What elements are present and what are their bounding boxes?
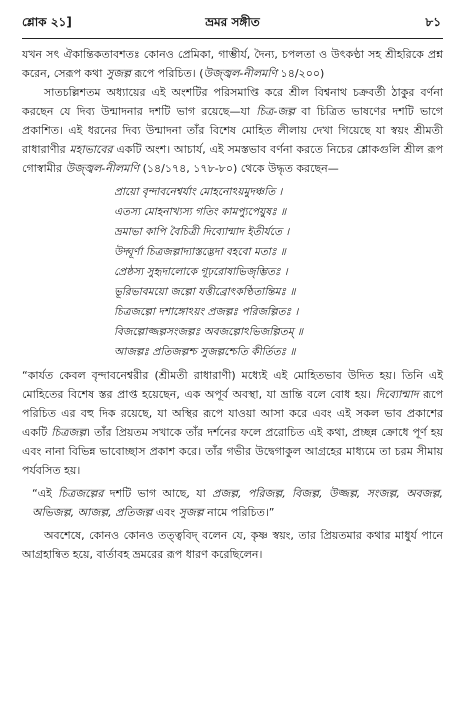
p5-text-1: অবশেষে, কোনও কোনও তত্ত্ববিদ্ বলেন যে, কৃষ্ণ স্বয়ং, তার প্রিয়তমার কথার মাধুর্য পানে আগ্রহান্বিত হয়ে, বার্তাবহ ভ্রমরের রূপ ধারণ করেছিলেন। bbox=[22, 529, 443, 561]
p1-italic-2: উজ্জ্বল-নীলমণি bbox=[203, 67, 278, 80]
page-header bbox=[22, 10, 443, 32]
p3-text-3: । তাঁর প্রিয়তম সখাকে তাঁর দর্শনের ফলে প্ররোচিত এই কথা, প্রচ্ছন্ন ক্রোধে পূর্ণ হয় এবং নানা বিভিন্ন ভাবোচ্ছাস প্রকাশ করে। তাঁর গভীর উদ্বেগাকুল আগ্রহের মাধ্যমে তা চরম সীমায় পর্যবসিত হয়। bbox=[22, 426, 444, 477]
sanskrit-verses bbox=[22, 182, 443, 362]
paragraph-3-translation bbox=[22, 366, 443, 480]
p4-text-3: এবং bbox=[152, 506, 179, 519]
p1-italic-1: সুজল্প bbox=[105, 67, 131, 80]
paragraph-1 bbox=[22, 45, 443, 83]
paragraph-5 bbox=[22, 526, 443, 564]
p3-italic-2: চিত্রজল্প bbox=[51, 426, 87, 439]
p4-text-2: দশটি ভাগ আছে, যা bbox=[103, 487, 213, 500]
p2-text-3: একটি অংশ। আচার্য, এই সমস্তভাব বর্ণনা করতে নিচের শ্লোকগুলি শ্রীল রূপ গোস্বামীর bbox=[22, 143, 443, 175]
verse-line: ভূরিভাবময়ো জল্পো যত্তীব্রোৎকণ্ঠিতান্তিমঃ ॥ bbox=[114, 286, 296, 298]
p1-text-1: যখন সৎ ঐকান্তিকতাবশতঃ কোনও প্রেমিকা, গাম্ভীর্য, দৈন্য, চপলতা ও উৎকণ্ঠা সহ শ্রীহরিকে প্রশ্ন করেন, সেরূপ কথা bbox=[22, 48, 443, 80]
header-rule bbox=[22, 38, 443, 39]
p2-italic-1: চিত্র-জল্প bbox=[256, 105, 296, 118]
verse-line: ভ্রমাভা কাপি বৈচিত্রী দিব্যোন্মাদ ইতীর্যতে । bbox=[114, 226, 290, 238]
p2-italic-3: উজ্জ্বল-নীলমণি bbox=[65, 162, 140, 175]
p1-text-2: রূপে পরিচিত। ( bbox=[130, 67, 204, 80]
verse-line: উদ্ঘূর্ণা চিত্রজল্পাদ্যাস্তদ্ভেদা বহবো মতাঃ ॥ bbox=[114, 246, 286, 258]
p2-text-4: (১৪/১৭৪, ১৭৮-৮০) থেকে উদ্ধৃত করছেন— bbox=[139, 162, 339, 175]
p3-text-1: “কার্যত কেবল বৃন্দাবনেশ্বরীর (শ্রীমতী রাধারাণী) মধ্যেই এই মোহিতভাব উদিত হয়। তিনি এই মোহিতের বিশেষ স্তর প্রাপ্ত হয়েছেন, এক অপূর্ব অবস্থা, যা ভ্রান্তি বলে বোধ হয়। bbox=[22, 369, 443, 401]
paragraph-4-quote bbox=[32, 484, 443, 522]
chapter-title: ভ্রমর সঙ্গীত bbox=[205, 15, 260, 29]
p4-italic-1: চিত্রজল্পের bbox=[58, 487, 104, 500]
paragraph-2 bbox=[22, 83, 443, 178]
verse-reference: শ্লোক ২১] bbox=[22, 15, 72, 29]
p4-italic-3: সুজল্প bbox=[178, 506, 204, 519]
p4-text-4: নামে পরিচিত।” bbox=[203, 506, 275, 519]
verse-line: প্রায়ো বৃন্দাবনেশ্বর্যাং মোহনোঽয়মুদঞ্চতি । bbox=[114, 186, 283, 198]
page-number: ৮১ bbox=[425, 15, 441, 29]
p2-italic-2: মহাভাবের bbox=[69, 143, 113, 156]
verse-line: বিজল্পোজ্জল্পসংজল্পঃ অবজল্পোঽভিজল্পিতম্ ॥ bbox=[114, 326, 303, 338]
p4-italic-2: প্রজল্প, পরিজল্প, বিজল্প, উজ্জল্প, সংজল্প, অবজল্প, অভিজল্প, আজল্প, প্রতিজল্প bbox=[32, 487, 443, 519]
verse-line: প্রেষ্ঠস্য সুহৃদালোকে গূঢ়রোষাভিজৃম্ভিতঃ । bbox=[114, 266, 288, 278]
p3-text-2: রূপে পরিচিত এর বহু দিক রয়েছে, যা অস্থির রূপে যাওয়া আসা করে এবং এই সকল ভাব প্রকাশের একটি bbox=[22, 388, 443, 439]
p1-text-3: ১৪/২০০) bbox=[277, 67, 325, 80]
p3-italic-1: দিব্যোন্মাদ bbox=[375, 388, 419, 401]
p2-text-1: সাতচল্লিশতম অধ্যায়ের এই অংশটির পরিসমাপ্তি করে শ্রীল বিশ্বনাথ চক্রবর্তী ঠাকুর বর্ণনা করছেন যে দিব্য উন্মাদনার দশটি ভাগ রয়েছে—যা bbox=[22, 86, 443, 118]
verse-line: এতস্য মোহনাখ্যস্য গতিং কামপ্যুপেয়ুষঃ ॥ bbox=[114, 206, 287, 218]
p4-text-1: “এই bbox=[32, 487, 59, 500]
verse-line: চিত্রজল্পো দশাঙ্গোঽয়ং প্রজল্পঃ পরিজল্পিতঃ । bbox=[114, 306, 299, 318]
verse-line: আজল্পঃ প্রতিজল্পশ্চ সুজল্পশ্চেতি কীর্তিতঃ ॥ bbox=[114, 346, 296, 358]
p2-text-2: বা চিত্রিত ভাষণের দশটি ভাগে প্রকাশিত। এই ধরনের দিব্য উন্মাদনা তাঁর বিশেষ মোহিত লীলায় দেখা গিয়েছে যা স্বয়ং শ্রীমতী রাধারাণীর bbox=[22, 105, 443, 156]
